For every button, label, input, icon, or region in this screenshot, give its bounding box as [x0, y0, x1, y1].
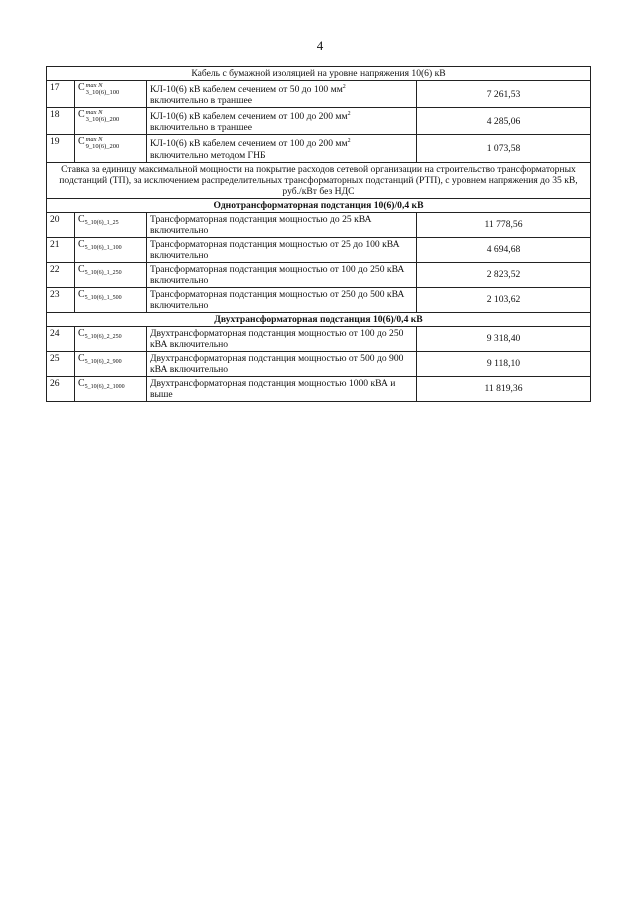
row-number: 21: [47, 237, 75, 262]
row-number: 18: [47, 108, 75, 135]
row-number: 22: [47, 262, 75, 287]
row-value: 9 118,10: [417, 351, 591, 376]
row-number: 20: [47, 212, 75, 237]
row-description: Трансформаторная подстанция мощностью от 250 до 500 кВА включительно: [147, 287, 417, 312]
row-number: 26: [47, 376, 75, 401]
table-row: [47, 212, 591, 237]
row-value: 11 819,36: [417, 376, 591, 401]
row-value: 7 261,53: [417, 81, 591, 108]
section-single-header: Однотрансформаторная подстанция 10(6)/0,4 кВ: [47, 198, 591, 212]
row-description: Двухтрансформаторная подстанция мощностью от 100 до 250 кВА включительно: [147, 326, 417, 351]
table-row: [47, 376, 591, 401]
tariff-table: [46, 66, 591, 402]
rate-symbol: $C_{5\_10(6)\_1\_100}$: [75, 237, 147, 262]
page-number: 4: [316, 38, 324, 53]
row-description: КЛ-10(6) кВ кабелем сечением от 100 до 200 $мм^2$ включительно в траншее: [147, 108, 417, 135]
rate-symbol: $C_{5\_10(6)\_2\_1000}$: [75, 376, 147, 401]
row-description: Трансформаторная подстанция мощностью до 25 кВА включительно: [147, 212, 417, 237]
table-row: [47, 135, 591, 162]
section-header-row: [47, 198, 591, 212]
row-description: КЛ-10(6) кВ кабелем сечением от 100 до 200 $мм^2$ включительно методом ГНБ: [147, 135, 417, 162]
row-value: 1 073,58: [417, 135, 591, 162]
section-rate-header: Ставка за единицу максимальной мощности на покрытие расходов сетевой организации на строительство трансформаторных подстанций (ТП), за исключением распределительных трансформаторных подстанций (РТП), с уровнем напряжения до 35 кВ, руб./кВт без НДС: [47, 162, 591, 198]
table-row: [47, 351, 591, 376]
row-value: 2 103,62: [417, 287, 591, 312]
rate-symbol: C max N 3_10(6)_100: [75, 81, 147, 108]
row-number: 23: [47, 287, 75, 312]
table-row: [47, 81, 591, 108]
row-number: 25: [47, 351, 75, 376]
row-description: Двухтрансформаторная подстанция мощностью от 500 до 900 кВА включительно: [147, 351, 417, 376]
section-header-row: [47, 312, 591, 326]
table-row: [47, 326, 591, 351]
rate-symbol: $C_{5\_10(6)\_2\_900}$: [75, 351, 147, 376]
row-description: Двухтрансформаторная подстанция мощностью 1000 кВА и выше: [147, 376, 417, 401]
table-row: [47, 237, 591, 262]
table-row: [47, 108, 591, 135]
row-description: Трансформаторная подстанция мощностью от 100 до 250 кВА включительно: [147, 262, 417, 287]
rate-symbol: $C_{5\_10(6)\_1\_25}$: [75, 212, 147, 237]
rate-symbol: $C_{5\_10(6)\_2\_250}$: [75, 326, 147, 351]
row-description: КЛ-10(6) кВ кабелем сечением от 50 до 100 $мм^2$ включительно в траншее: [147, 81, 417, 108]
row-number: 24: [47, 326, 75, 351]
rate-symbol: $C_{5\_10(6)\_1\_500}$: [75, 287, 147, 312]
row-description: Трансформаторная подстанция мощностью от 25 до 100 кВА включительно: [147, 237, 417, 262]
section-cable-header: Кабель с бумажной изоляцией на уровне напряжения 10(6) кВ: [47, 67, 591, 81]
table-row: [47, 287, 591, 312]
row-number: 19: [47, 135, 75, 162]
row-value: 4 285,06: [417, 108, 591, 135]
row-value: 11 778,56: [417, 212, 591, 237]
row-value: 2 823,52: [417, 262, 591, 287]
row-number: 17: [47, 81, 75, 108]
section-header-row: [47, 162, 591, 198]
section-header-row: [47, 67, 591, 81]
rate-symbol: C max N 3_10(6)_200: [75, 108, 147, 135]
table-row: [47, 262, 591, 287]
rate-symbol: C max N 9_10(6)_200: [75, 135, 147, 162]
row-value: 4 694,68: [417, 237, 591, 262]
section-double-header: Двухтрансформаторная подстанция 10(6)/0,4 кВ: [47, 312, 591, 326]
row-value: 9 318,40: [417, 326, 591, 351]
rate-symbol: $C_{5\_10(6)\_1\_250}$: [75, 262, 147, 287]
